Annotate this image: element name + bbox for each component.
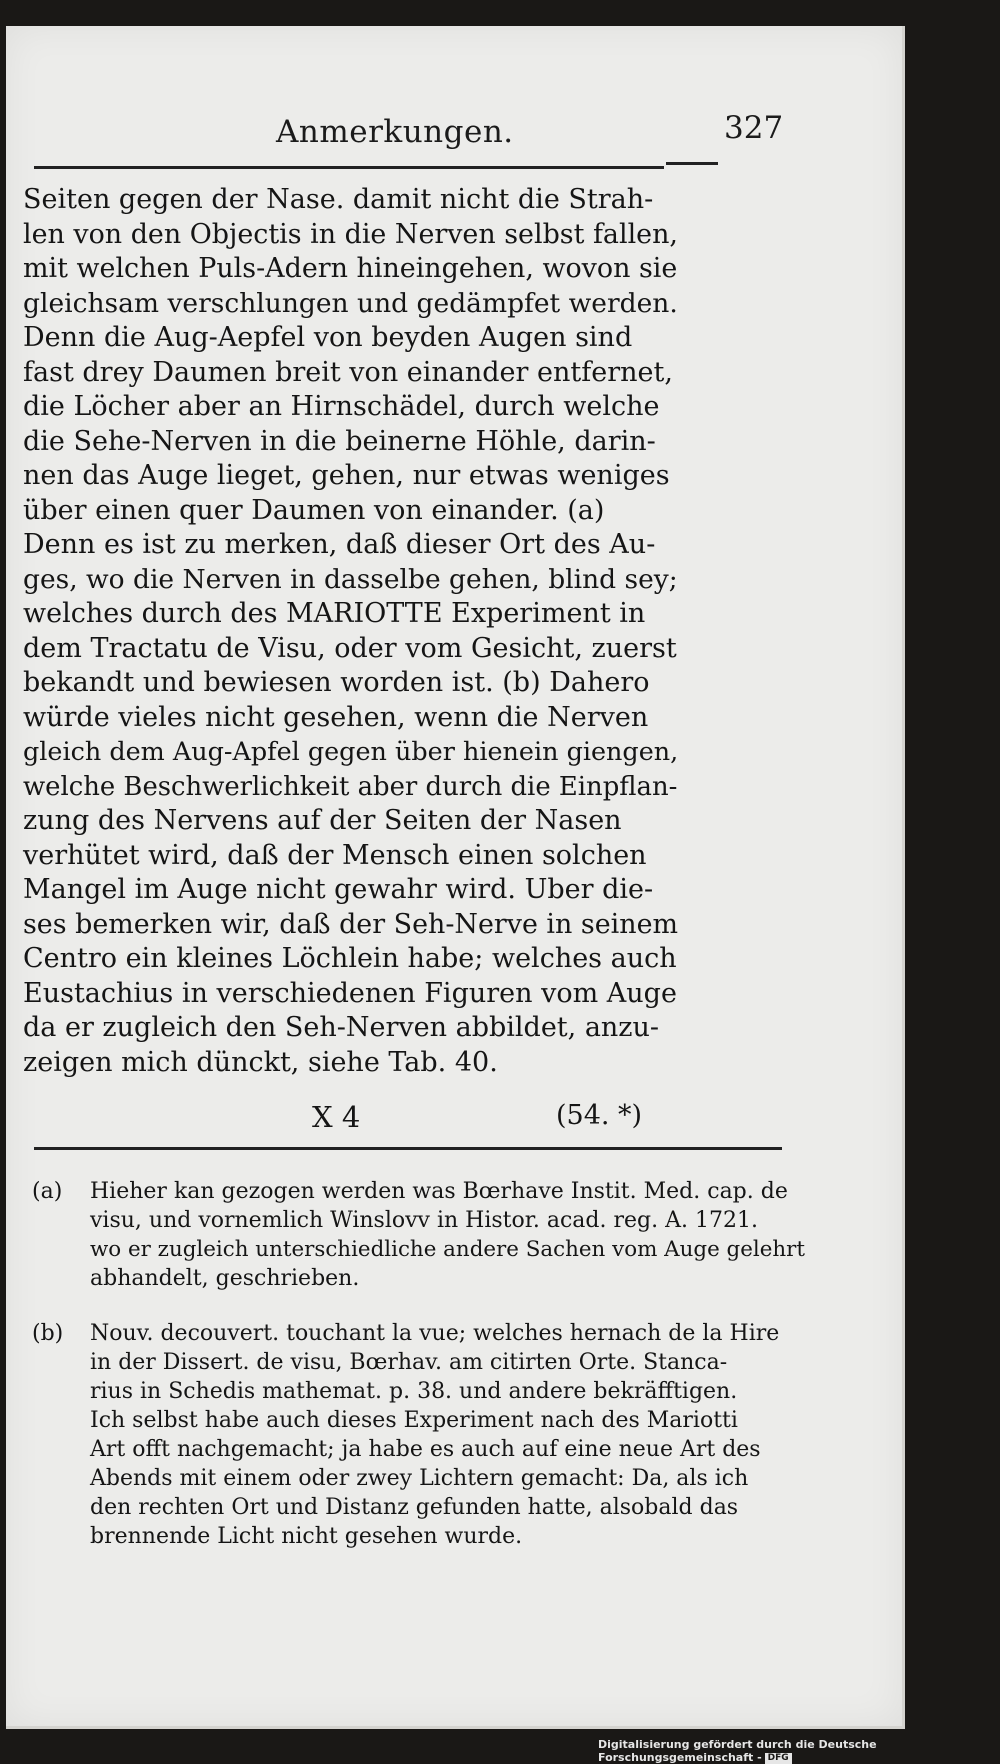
body-line: verhütet wird, daß der Mensch einen solchen — [23, 839, 647, 871]
body-line: Denn die Aug-Aepfel von beyden Augen sind — [23, 322, 633, 353]
footnote-line: Ich selbst habe auch dieses Experiment nach des Mariotti — [90, 1408, 738, 1433]
body-line: Eustachius in verschiedenen Figuren vom Auge — [23, 977, 677, 1009]
footnote-line: rius in Schedis mathemat. p. 38. und andere bekräfftigen. — [90, 1379, 738, 1404]
credit-text: Digitalisierung gefördert durch die Deutsche Forschungsgemeinschaft - — [598, 1738, 877, 1764]
body-line: dem Tractatu de Visu, oder vom Gesicht, zuerst — [23, 632, 677, 664]
digitization-credit — [598, 1738, 1000, 1764]
footnote-line: wo er zugleich unterschiedliche andere Sachen vom Auge gelehrt — [90, 1237, 805, 1262]
footnote-rule — [34, 1147, 782, 1150]
footnote-line: abhandelt, geschrieben. — [90, 1266, 360, 1291]
dfg-logo: DFG — [765, 1753, 792, 1764]
body-line: die Sehe-Nerven in die beinerne Höhle, darin- — [23, 425, 656, 457]
footnote-line: den rechten Ort und Distanz gefunden hatte, alsobald das — [90, 1495, 739, 1520]
body-line: die Löcher aber an Hirnschädel, durch welche — [23, 391, 660, 422]
signature-mark: X 4 — [312, 1100, 361, 1134]
body-line: Centro ein kleines Löchlein habe; welches auch — [23, 943, 677, 974]
body-line: gleich dem Aug-Apfel gegen über hienein giengen, — [23, 737, 679, 767]
footnote-line: Abends mit einem oder zwey Lichtern gemacht: Da, als ich — [90, 1466, 749, 1491]
body-line: len von den Objectis in die Nerven selbst fallen, — [23, 218, 678, 250]
body-text — [23, 183, 683, 1080]
body-line: welches durch des MARIOTTE Experiment in — [23, 598, 646, 629]
body-line: würde vieles nicht gesehen, wenn die Nerven — [23, 701, 649, 733]
catchword: (54. *) — [556, 1100, 643, 1131]
body-line: ges, wo die Nerven in dasselbe gehen, blind sey; — [23, 563, 678, 595]
running-head: Anmerkungen. — [276, 114, 514, 150]
body-line: gleichsam verschlungen und gedämpfet werden. — [23, 287, 678, 319]
body-line: bekandt und bewiesen worden ist. (b) Dahero — [23, 667, 650, 698]
footnote-line: Nouv. decouvert. touchant la vue; welches hernach de la Hire — [90, 1321, 780, 1346]
footnote-mark: (b) — [32, 1321, 64, 1346]
footnote-line: brennende Licht nicht gesehen wurde. — [90, 1524, 523, 1549]
body-line: über einen quer Daumen von einander. (a) — [23, 494, 605, 526]
footnote-mark: (a) — [32, 1179, 63, 1204]
body-line: fast drey Daumen breit von einander entfernet, — [23, 356, 673, 388]
head-rule — [34, 166, 664, 169]
footnote-line: Art offt nachgemacht; ja habe es auch auf eine neue Art des — [90, 1437, 761, 1462]
footnote-text — [90, 1177, 810, 1293]
body-line: nen das Auge lieget, gehen, nur etwas weniges — [23, 460, 670, 491]
footnote-line: in der Dissert. de visu, Bœrhav. am citirten Orte. Stanca- — [90, 1350, 728, 1375]
page-number: 327 — [724, 110, 784, 146]
head-rule-right — [666, 162, 718, 165]
body-line: zung des Nervens auf der Seiten der Nasen — [23, 805, 622, 836]
body-line: da er zugleich den Seh-Nerven abbildet, anzu- — [23, 1012, 660, 1043]
footnote-line: Hieher kan gezogen werden was Bœrhave Instit. Med. cap. de — [90, 1179, 788, 1204]
body-line: zeigen mich dünckt, siehe Tab. 40. — [23, 1046, 498, 1078]
body-line: Denn es ist zu merken, daß dieser Ort des Au- — [23, 529, 656, 560]
footnote-line: visu, und vornemlich Winslovv in Histor. acad. reg. A. 1721. — [90, 1208, 758, 1233]
footnote-text — [90, 1319, 810, 1551]
body-line: mit welchen Puls-Adern hineingehen, wovon sie — [23, 253, 678, 284]
body-line: welche Beschwerlichkeit aber durch die Einpflan- — [23, 771, 678, 802]
body-line: ses bemerken wir, daß der Seh-Nerve in seinem — [23, 908, 679, 940]
body-line: Mangel im Auge nicht gewahr wird. Uber die- — [23, 874, 654, 905]
body-line: Seiten gegen der Nase. damit nicht die Strah- — [23, 184, 654, 215]
